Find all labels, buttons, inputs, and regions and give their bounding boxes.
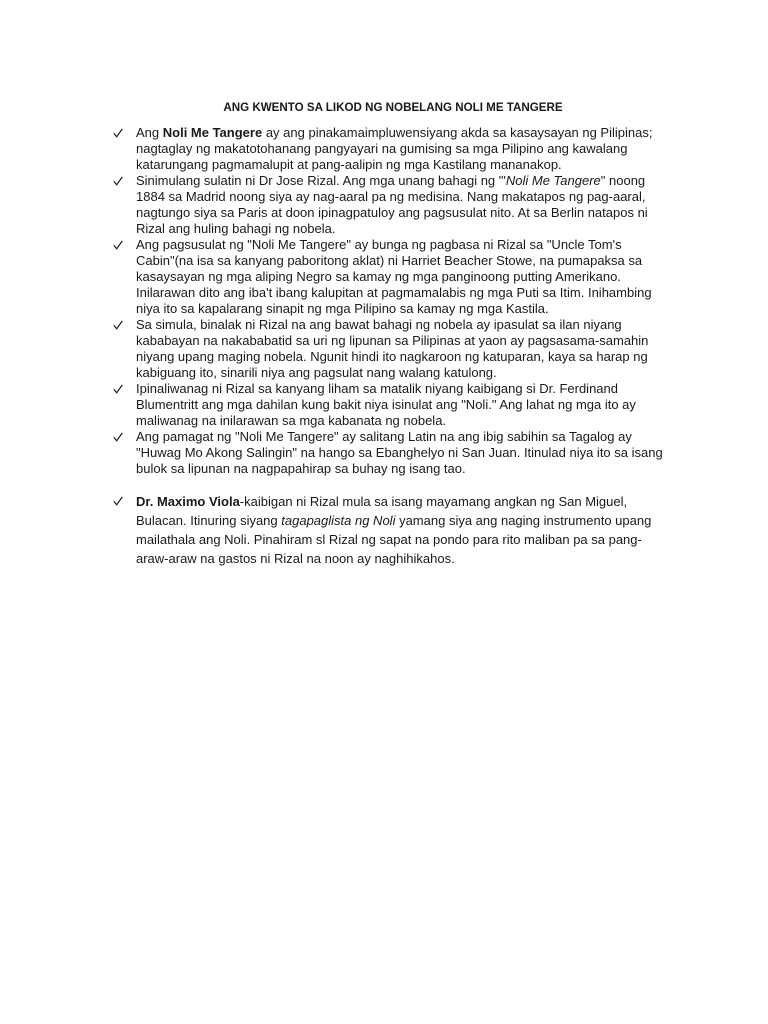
text-line [136, 492, 713, 511]
text-segment: " noong [600, 173, 646, 188]
checkmark-icon [113, 176, 123, 186]
text-line: Blumentritt ang mga dahilan kung bakit niya isinulat ang "Noli." Ang lahat ng mga ito ay [136, 397, 636, 412]
checkmark-icon [113, 128, 123, 138]
checkmark-icon [113, 240, 123, 250]
text-line: niyang upang maging nobela. Ngunit hindi ito nagkaroon ng katuparan, kaya sa harap ng [136, 349, 648, 364]
text-line: kasaysayan ng mga aliping Negro sa kamay ng mga panginoong putting Amerikano. [136, 269, 621, 284]
list-item-text [136, 237, 713, 317]
text-line: Rizal ang huling bahagi ng nobela. [136, 221, 336, 236]
list-item [113, 492, 713, 568]
text-segment: ay ang pinakamaimpluwensiyang akda sa kasaysayan ng Pilipinas; [262, 125, 653, 140]
text-line: Sa simula, binalak ni Rizal na ang bawat bahagi ng nobela ay ipasulat sa ilan niyang [136, 317, 622, 332]
list-item [113, 237, 713, 317]
text-line: mailathala ang Noli. Pinahiram sl Rizal ng sapat na pondo para rito maliban pa sa pang- [136, 531, 642, 547]
list-item [113, 381, 713, 429]
list-item-text [136, 492, 713, 568]
list-item [113, 317, 713, 381]
text-line: katarungang pagmamalupit at pang-aalipin ng mga Kastilang mananakop. [136, 157, 562, 172]
list-item [113, 173, 713, 237]
bold-text: Noli Me Tangere [162, 125, 263, 140]
list-item [113, 125, 713, 173]
checkmark-icon [113, 432, 123, 442]
text-segment: yamang siya ang naging instrumento upang [395, 512, 652, 528]
text-segment: Sinimulang sulatin ni Dr Jose Rizal. Ang mga unang bahagi ng "' [136, 173, 506, 188]
italic-text: Noli Me Tangere [505, 173, 601, 188]
checklist [113, 125, 713, 568]
text-line: 1884 sa Madrid noong siya ay nag-aaral pa ng medisina. Nang makatapos ng pag-aaral, [136, 189, 646, 204]
bold-text: Dr. Maximo Viola [136, 493, 240, 509]
text-line: nagtaglay ng makatotohanang pangyayari na gumising sa mga Pilipino ang kawalang [136, 141, 628, 156]
document-title: ANG KWENTO SA LIKOD NG NOBELANG NOLI ME TANGERE [223, 101, 563, 114]
text-line: Cabin"(na isa sa kanyang paboritong aklat) ni Harriet Beacher Stowe, na pumapaksa sa [136, 253, 643, 268]
text-line: Inilarawan dito ang iba't ibang kalupitan at pagmamalabis ng mga Puti sa Itim. Inihambing [136, 285, 652, 300]
list-item-text [136, 125, 713, 173]
list-item-text [136, 317, 713, 381]
list-item-text [136, 381, 713, 429]
list-item-text [136, 429, 713, 477]
text-line: kababayan na nakababatid sa uri ng lipunan sa Pilipinas at yaon ay pagsasama-samahin [136, 333, 649, 348]
checkmark-icon [113, 496, 123, 506]
text-segment: Ang [136, 125, 163, 140]
text-line [136, 125, 713, 141]
text-line: nagtungo siya sa Paris at doon ipinagpatuloy ang pagsusulat nito. At sa Berlin natapos ni [136, 205, 648, 220]
text-segment: Bulacan. Itinuring siyang [136, 512, 282, 528]
text-line [136, 511, 713, 530]
text-line: bulok sa lipunan na nagpapahirap sa buhay ng isang tao. [136, 461, 466, 476]
text-line: Ipinaliwanag ni Rizal sa kanyang liham sa matalik niyang kaibigang si Dr. Ferdinand [136, 381, 618, 396]
checkmark-icon [113, 320, 123, 330]
text-line: kabiguang ito, sinarili niya ang pagsulat nang walang katulong. [136, 365, 497, 380]
list-item [113, 429, 713, 477]
text-line: Ang pagsusulat ng "Noli Me Tangere" ay bunga ng pagbasa ni Rizal sa "Uncle Tom's [136, 237, 622, 252]
text-line [136, 173, 713, 189]
text-line: Ang pamagat ng "Noli Me Tangere" ay salitang Latin na ang ibig sabihin sa Tagalog ay [136, 429, 632, 444]
italic-text: tagapaglista ng Noli [281, 512, 396, 528]
checkmark-icon [113, 384, 123, 394]
text-line: maliwanag na inilarawan sa mga kabanata ng nobela. [136, 413, 447, 428]
text-line: niya ito sa kapalarang sinapit ng mga Pilipino sa kamay ng mga Kastila. [136, 301, 549, 316]
text-line: araw-araw na gastos ni Rizal na noon ay naghihikahos. [136, 550, 455, 566]
list-item-text [136, 173, 713, 237]
text-segment: -kaibigan ni Rizal mula sa isang mayamang angkan ng San Miguel, [239, 493, 628, 509]
text-line: "Huwag Mo Akong Salingin" na hango sa Ebanghelyo ni San Juan. Itinulad niya ito sa isang [136, 445, 663, 460]
